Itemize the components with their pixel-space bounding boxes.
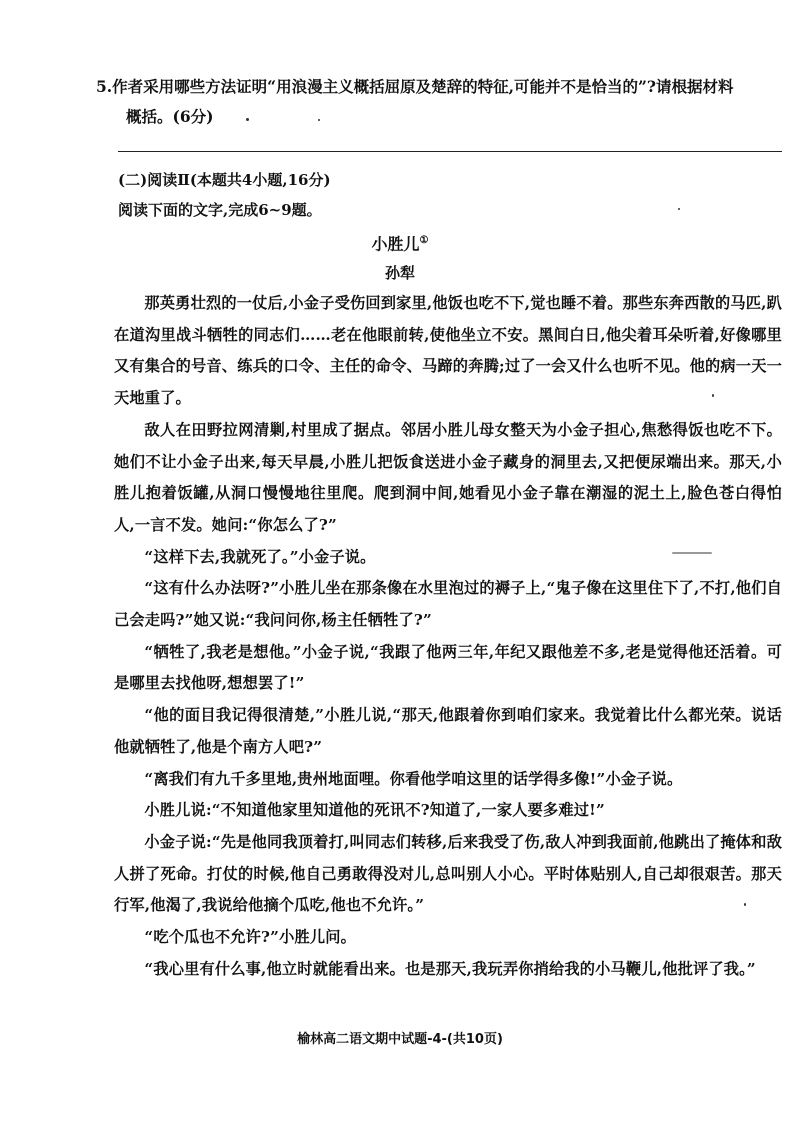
question-5-line-2: 概括。(6分) (126, 107, 214, 126)
paragraph: 小胜儿说:“不知道他家里知道他的死讯不?知道了,一家人要多难过!” (144, 801, 605, 820)
article-body (114, 288, 782, 985)
paragraph: “牺牲了,我老是想他。”小金子说,“我跟了他两三年,年纪又跟他差不多,老是觉得他还活着。可是哪里去找他呀,想想罢了!” (114, 642, 782, 693)
scan-speck (744, 903, 746, 906)
paragraph: “吃个瓜也不允许?”小胜儿问。 (144, 928, 357, 947)
footnote-mark: ① (419, 235, 429, 246)
paragraph: “这样下去,我就死了。”小金子说。 (144, 547, 376, 566)
question-5 (96, 72, 786, 132)
section-instruction: 阅读下面的文字,完成6~9题。 (118, 201, 322, 219)
scan-speck (678, 208, 680, 210)
paragraph: “我心里有什么事,他立时就能看出来。也是那天,我玩弄你捎给我的小马鞭儿,他批评了我。” (144, 959, 756, 978)
paragraph: 那英勇壮烈的一仗后,小金子受伤回到家里,他饭也吃不下,觉也睡不着。那些东奔西散的马匹,趴在道沟里战斗牺牲的同志们……老在他眼前转,使他坐立不安。黑间白日,他尖着耳朵听着,好像哪里又有集合的号音、练兵的口令、主任的命令、马蹄的奔腾;过了一会又什么也听不见。他的病一天一天地重了。 (114, 294, 782, 408)
article-title-text: 小胜儿 (371, 234, 420, 254)
scan-speck (672, 552, 712, 554)
paragraph: “离我们有九千多里地,贵州地面哩。你看他学咱这里的话学得多像!”小金子说。 (144, 769, 683, 788)
article-author: 孙犁 (384, 264, 415, 282)
scan-speck (246, 118, 249, 121)
scan-speck (712, 394, 714, 397)
article-title (0, 228, 800, 257)
section-heading: (二)阅读Ⅱ(本题共4小题,16分) (118, 171, 331, 189)
page-footer: 榆林高二语文期中试题-4-(共10页) (297, 1032, 503, 1047)
question-5-line-1: 5.作者采用哪些方法证明“用浪漫主义概括屈原及楚辞的特征,可能并不是恰当的”?请根据材料 (96, 77, 734, 96)
scan-speck (318, 119, 320, 121)
paragraph: “他的面目我记得很清楚,”小胜儿说,“那天,他跟着你到咱们家来。我觉着比什么都光荣。说话他就牺牲了,他是个南方人吧?” (114, 706, 782, 756)
paragraph: “这有什么办法呀?”小胜儿坐在那条像在水里泡过的褥子上,“鬼子像在这里住下了,不打,他们自己会走吗?”她又说:“我问问你,杨主任牺牲了?” (114, 579, 782, 630)
paragraph: 敌人在田野拉网清剿,村里成了据点。邻居小胜儿母女整天为小金子担心,焦愁得饭也吃不下。她们不让小金子出来,每天早晨,小胜儿把饭食送进小金子藏身的洞里去,又把便尿端出来。那天,小胜儿抱着饭罐,从洞口慢慢地往里爬。爬到洞中间,她看见小金子靠在潮湿的泥土上,脸色苍白得怕人,一言不发。她问:“你怎么了?” (114, 420, 782, 534)
answer-divider-line (118, 151, 782, 152)
paragraph: 小金子说:“先是他同我顶着打,叫同志们转移,后来我受了伤,敌人冲到我面前,他跳出了掩体和敌人拼了死命。打仗的时候,他自己勇敢得没对儿,总叫别人小心。平时体贴别人,自己却很艰苦。那天行军,他渴了,我说给他摘个瓜吃,他也不允许。” (114, 832, 782, 915)
